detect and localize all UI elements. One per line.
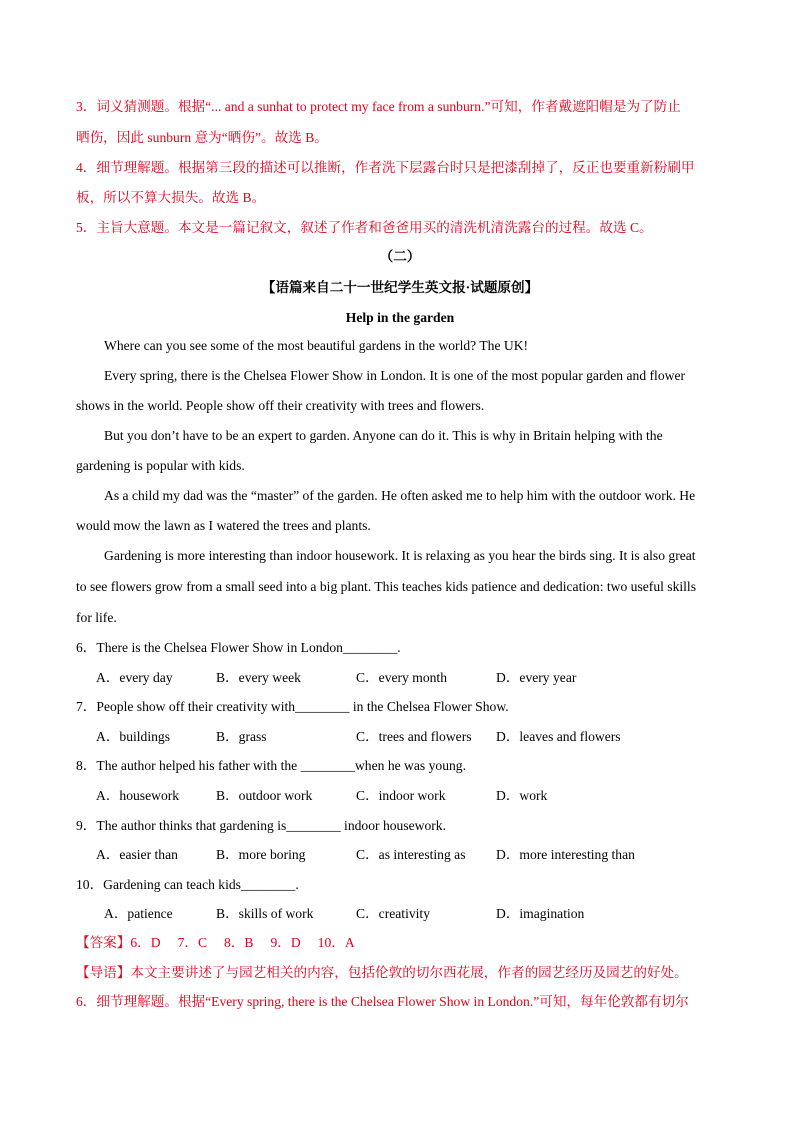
source-label: 【语篇来自二十一世纪学生英文报·试题原创】 <box>261 280 539 295</box>
question-9-option-a: A．easier than <box>96 847 178 862</box>
question-6-option-d: D．every year <box>496 670 577 685</box>
question-7-option-a: A．buildings <box>96 729 171 744</box>
answer-3-line-2: 晒伤，因此 sunburn 意为“晒伤”。故选 B。 <box>76 130 328 145</box>
question-8-option-a: A．housework <box>96 788 180 803</box>
question-10-option-b: B．skills of work <box>216 906 314 921</box>
passage-line: But you don’t have to be an expert to garden. Anyone can do it. This is why in Britain helping with the <box>104 428 663 443</box>
passage-line: As a child my dad was the “master” of the garden. He often asked me to help him with the outdoor work. He <box>104 488 696 503</box>
passage-line: shows in the world. People show off their creativity with trees and flowers. <box>76 398 485 413</box>
question-6-stem: 6．There is the Chelsea Flower Show in London________. <box>76 640 401 655</box>
question-9-option-c: C．as interesting as <box>356 847 466 862</box>
question-6-option-b: B．every week <box>216 670 301 685</box>
question-7-option-d: D．leaves and flowers <box>496 729 621 744</box>
passage-line: would mow the lawn as I watered the trees and plants. <box>76 518 371 533</box>
question-9-option-b: B．more boring <box>216 847 306 862</box>
passage-line: Every spring, there is the Chelsea Flower Show in London. It is one of the most popular garden and flower <box>104 368 686 383</box>
passage-line: for life. <box>76 610 117 625</box>
question-7-option-c: C．trees and flowers <box>356 729 472 744</box>
passage-line: to see flowers grow from a small seed into a big plant. This teaches kids patience and dedication: two useful skills <box>76 579 697 594</box>
question-10-option-a: A．patience <box>104 906 173 921</box>
passage-line: gardening is popular with kids. <box>76 458 245 473</box>
answer-5-line: 5．主旨大意题。本文是一篇记叙文，叙述了作者和爸爸用买的清洗机清洗露台的过程。故选 C。 <box>76 220 653 235</box>
question-10-option-c: C．creativity <box>356 906 430 921</box>
passage-line: Where can you see some of the most beautiful gardens in the world? The UK! <box>104 338 529 353</box>
passage-title: Help in the garden <box>345 310 455 325</box>
question-7-option-b: B．grass <box>216 729 267 744</box>
question-8-option-c: C．indoor work <box>356 788 446 803</box>
question-8-stem: 8．The author helped his father with the ________when he was young. <box>76 758 466 773</box>
question-6-option-a: A．every day <box>96 670 173 685</box>
question-8-option-d: D．work <box>496 788 548 803</box>
question-8-option-b: B．outdoor work <box>216 788 313 803</box>
question-10-stem: 10．Gardening can teach kids________. <box>76 877 299 892</box>
passage-line: Gardening is more interesting than indoor housework. It is relaxing as you hear the birds sing. It is also great <box>104 548 696 563</box>
question-10-option-d: D．imagination <box>496 906 585 921</box>
answer-key: 【答案】6．D 7．C 8．B 9．D 10．A <box>76 935 355 950</box>
explanation-6: 6．细节理解题。根据“Every spring, there is the Chelsea Flower Show in London.”可知，每年伦敦都有切尔 <box>76 994 689 1009</box>
section-number: （二） <box>379 249 421 264</box>
answer-4-line-1: 4．细节理解题。根据第三段的描述可以推断，作者洗下层露台时只是把漆刮掉了，反正也要重新粉刷甲 <box>76 160 695 175</box>
question-9-option-d: D．more interesting than <box>496 847 635 862</box>
answer-4-line-2: 板，所以不算大损失。故选 B。 <box>76 190 266 205</box>
question-7-stem: 7．People show off their creativity with________ in the Chelsea Flower Show. <box>76 699 509 714</box>
question-6-option-c: C．every month <box>356 670 447 685</box>
guide-text: 【导语】本文主要讲述了与园艺相关的内容，包括伦敦的切尔西花展，作者的园艺经历及园艺的好处。 <box>76 965 688 980</box>
answer-3-line-1: 3．词义猜测题。根据“... and a sunhat to protect my face from a sunburn.”可知，作者戴遮阳帽是为了防止 <box>76 99 681 114</box>
question-9-stem: 9．The author thinks that gardening is________ indoor housework. <box>76 818 446 833</box>
